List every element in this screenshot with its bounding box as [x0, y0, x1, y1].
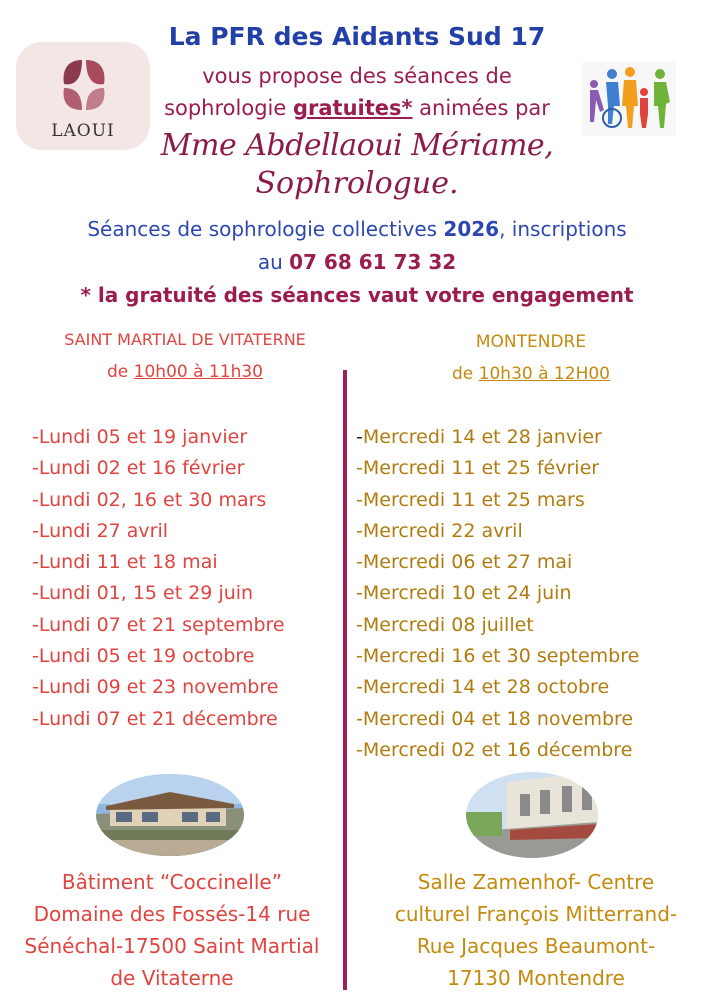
- right-dates-list: [356, 422, 712, 766]
- salle-zamenhof-photo: [466, 772, 598, 858]
- left-address: Bâtiment “Coccinelle” Domaine des Fossés-14 rue Sénéchal-17500 Saint Martial de Vitaterne: [24, 870, 320, 990]
- list-item: -Mercredi 16 et 30 septembre: [356, 645, 640, 668]
- list-item: -Mercredi 08 juillet: [356, 613, 534, 636]
- laoui-logo: [16, 42, 150, 150]
- left-hours: de 10h00 à 11h30: [107, 362, 263, 382]
- list-item: -Lundi 02, 16 et 30 mars: [32, 488, 267, 511]
- list-item: -Mercredi 14 et 28 janvier: [356, 426, 602, 448]
- list-item: -Lundi 07 et 21 septembre: [32, 613, 285, 636]
- list-item: -Mercredi 11 et 25 mars: [356, 488, 585, 511]
- list-item: -Lundi 01, 15 et 29 juin: [32, 582, 254, 605]
- coccinelle-building-photo: [96, 774, 244, 856]
- list-item: -Mercredi 11 et 25 février: [356, 457, 600, 480]
- gratuites-emphasis: gratuites*: [292, 96, 413, 120]
- left-dates-list: [32, 422, 342, 735]
- gratuite-notice: * la gratuité des séances vaut votre engagement: [80, 283, 634, 307]
- phone-number: 07 68 61 73 32: [289, 250, 457, 274]
- page-title: La PFR des Aidants Sud 17: [168, 22, 546, 51]
- list-item: -Mercredi 06 et 27 mai: [356, 551, 573, 574]
- sophrologist-role: Sophrologue.: [255, 166, 459, 201]
- list-item: -Mercredi 04 et 18 novembre: [356, 707, 634, 730]
- seances-info: Séances de sophrologie collectives 2026, inscriptions: [87, 217, 627, 241]
- phone-line: au 07 68 61 73 32: [257, 250, 457, 274]
- list-item: -Lundi 02 et 16 février: [32, 457, 245, 480]
- list-item: -Lundi 05 et 19 octobre: [32, 645, 255, 668]
- family-caregivers-icon: [582, 62, 676, 136]
- list-item: -Lundi 11 et 18 mai: [32, 551, 218, 574]
- sophrologist-name: Mme Abdellaoui Mériame,: [160, 128, 554, 163]
- list-item: -Lundi 07 et 21 décembre: [32, 707, 278, 730]
- list-item: -Lundi 05 et 19 janvier: [32, 426, 248, 448]
- column-divider: [343, 370, 347, 990]
- list-item: -Lundi 27 avril: [32, 519, 169, 542]
- intro-line-1: vous propose des séances de: [202, 64, 512, 88]
- list-item: -Mercredi 10 et 24 juin: [356, 582, 572, 605]
- right-address: Salle Zamenhof- Centre culturel François Mitterrand- Rue Jacques Beaumont- 17130 Montendre: [394, 870, 678, 990]
- list-item: -Mercredi 02 et 16 décembre: [356, 738, 633, 761]
- left-location: SAINT MARTIAL DE VITATERNE: [64, 330, 306, 349]
- list-item: -Mercredi 22 avril: [356, 519, 523, 542]
- right-location: MONTENDRE: [475, 332, 587, 352]
- list-item: -Mercredi 14 et 28 octobre: [356, 676, 610, 699]
- svg-text:LAOUI: LAOUI: [51, 121, 115, 141]
- right-hours: de 10h30 à 12H00: [452, 364, 610, 384]
- list-item: -Lundi 09 et 23 novembre: [32, 676, 279, 699]
- family-logo: [582, 62, 676, 136]
- intro-line-2: sophrologie gratuites* animées par: [164, 96, 550, 120]
- laoui-flower-logo-icon: [16, 42, 150, 150]
